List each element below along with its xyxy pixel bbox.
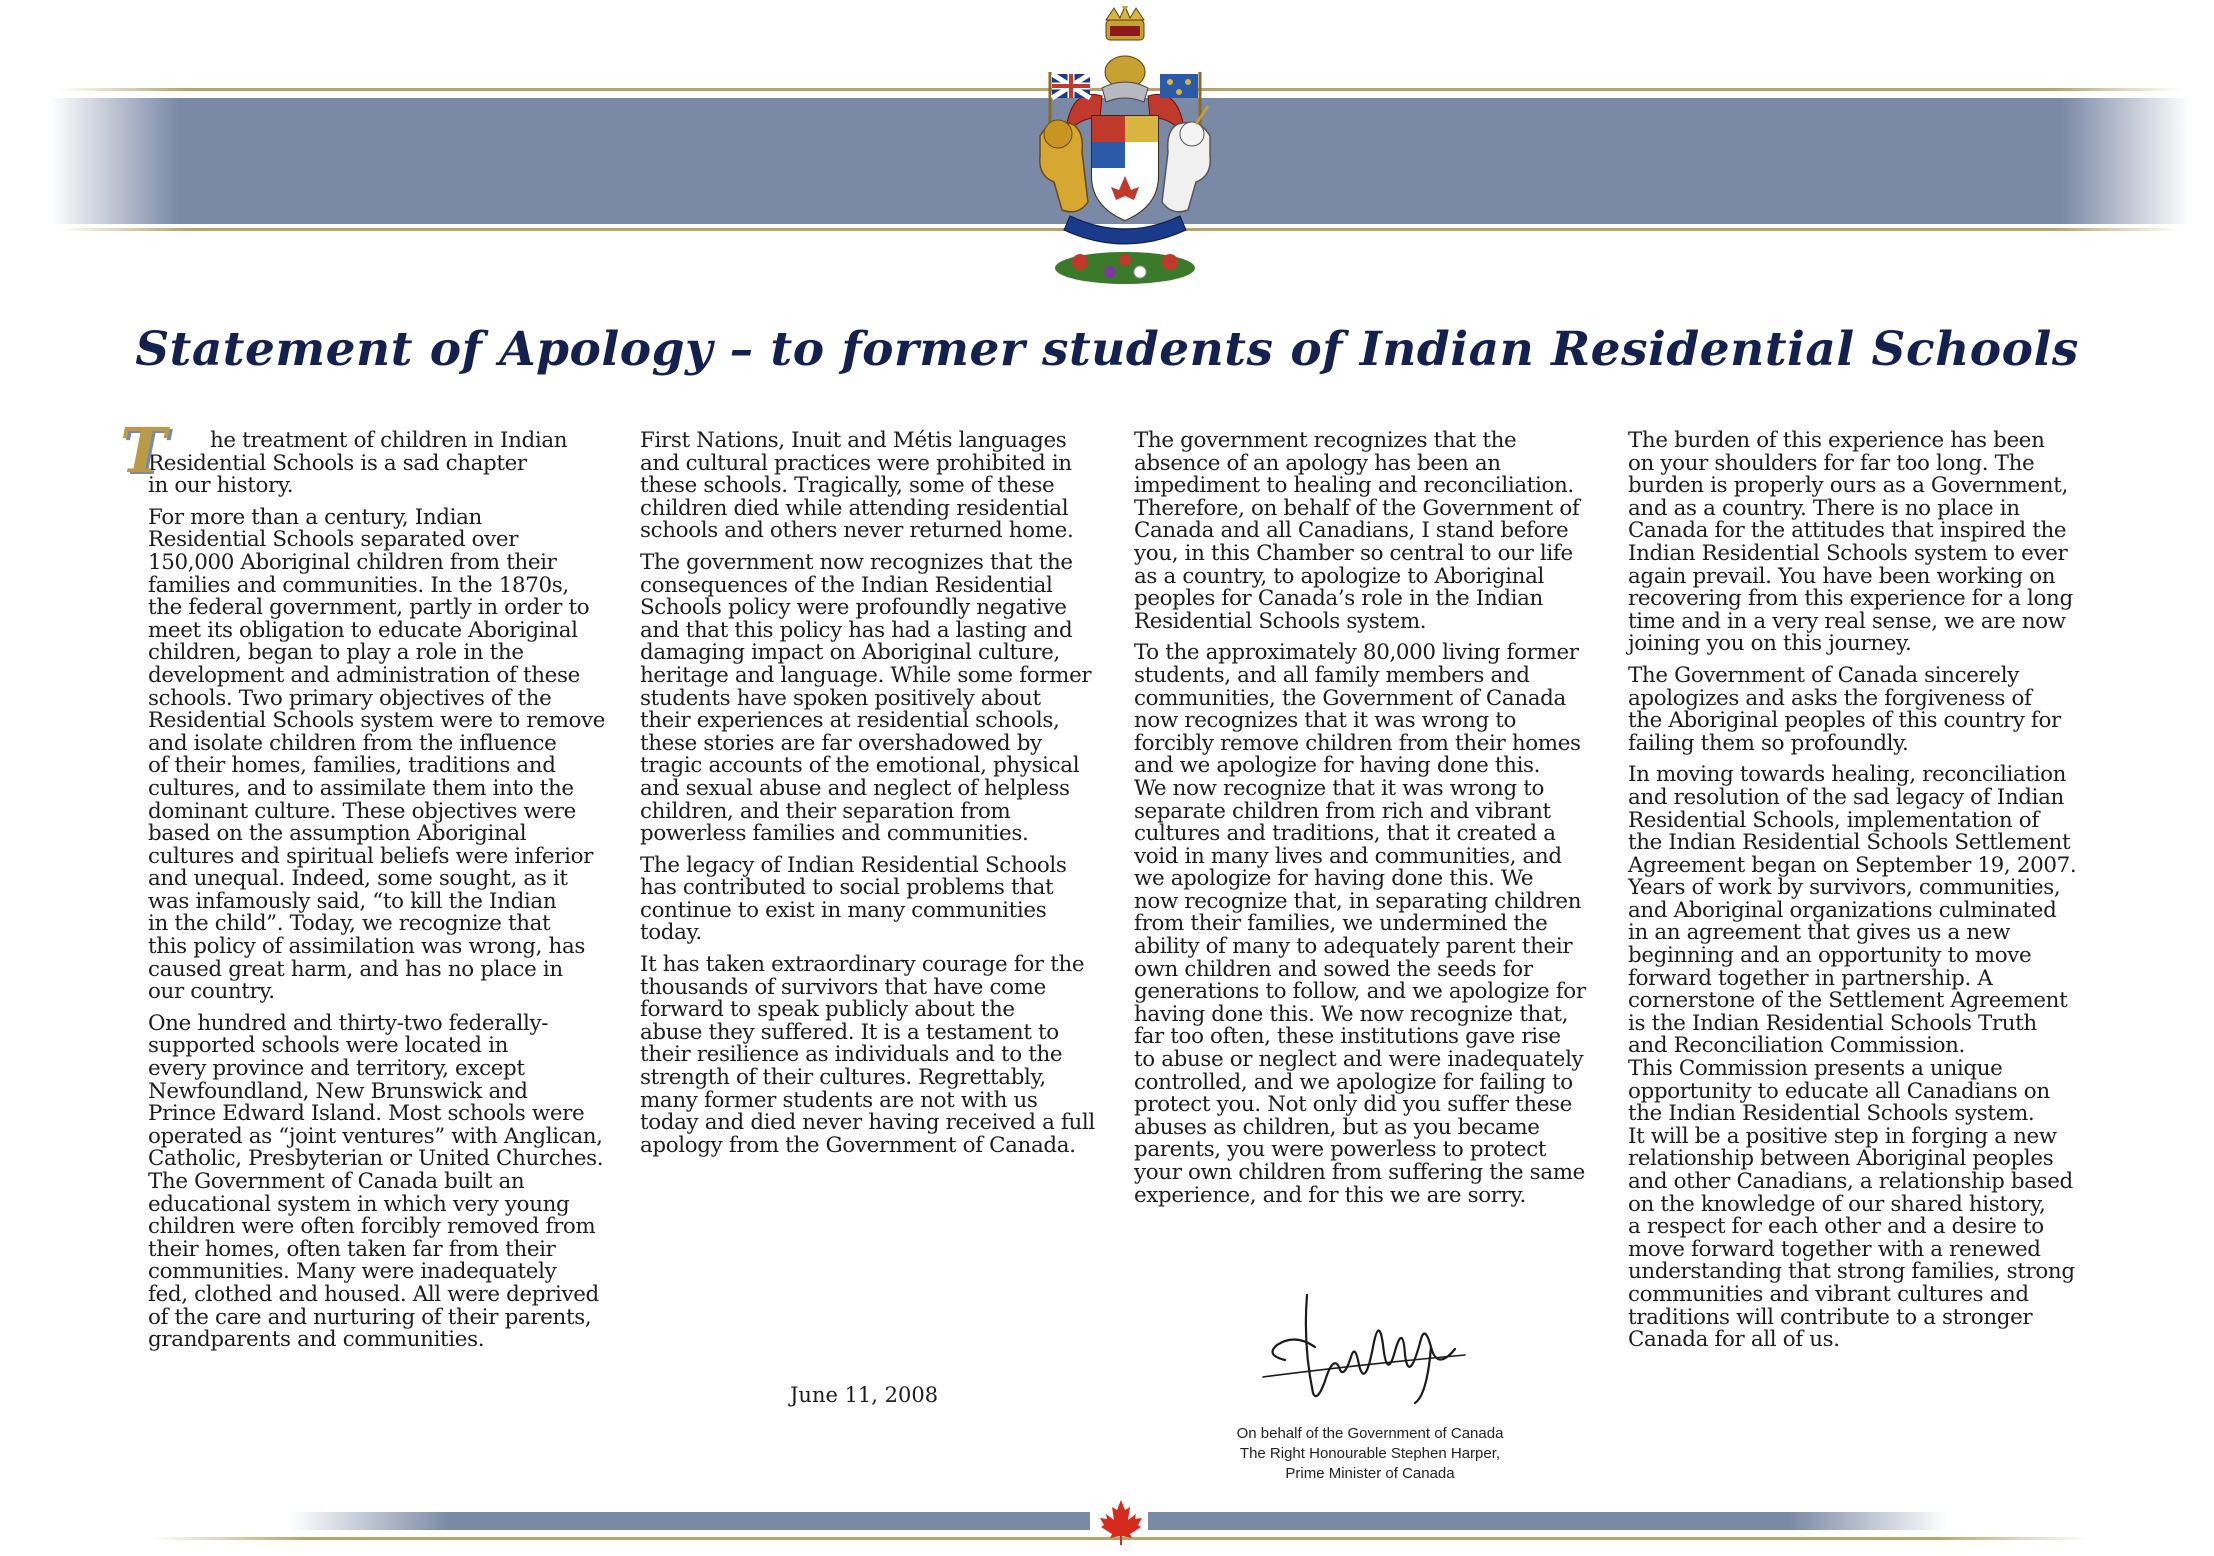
shield-icon <box>1092 116 1158 220</box>
paragraph: In moving towards healing, reconciliation and resolution of the sad legacy of Indian Residential Schools, implementation of the Indian Residential Schools Settlement Agreement began on September 19, 2007. Years of work by survivors, communities, and Aboriginal organizations culminated in an agreement that gives us a new beginning and an opportunity to move forward together in partnership. A cornerstone of the Settlement Agreement is the Indian Residential Schools Truth and Reconciliation Commission. This Commission presents a unique opportunity to educate all Canadians on the Indian Residential Schools system. It will be a positive step in forging a new relationship between Aboriginal peoples and other Canadians, a relationship based on the knowledge of our shared history, a respect for each other and a desire to move forward together with a renewed understanding that strong families, strong communities and vibrant cultures and traditions will contribute to a stronger Canada for all of us. <box>1628 762 2077 1353</box>
paragraph: The government recognizes that the absence of an apology has been an impediment to healing and reconciliation. Therefore, on behalf of the Government of Canada and all Canadians, I stand before you, in this Chamber so central to our life as a country, to apologize to Aboriginal peoples for Canada’s role in the Indian Residential Schools system. <box>1134 428 1580 634</box>
signatory-block <box>1180 1424 1560 1484</box>
text-column-4 <box>1628 430 2106 1361</box>
signatory-line-2: The Right Honourable Stephen Harper, <box>1239 1445 1501 1462</box>
signatory-line-3: Prime Minister of Canada <box>1285 1465 1455 1482</box>
paragraph: The legacy of Indian Residential Schools has contributed to social problems that continue to exist in many communities today. <box>640 852 1067 946</box>
drop-cap: T <box>120 414 166 487</box>
statement-date: June 11, 2008 <box>790 1383 939 1407</box>
paragraph: he treatment of children in Indian Residential Schools is a sad chapter in our history. <box>148 428 568 499</box>
paragraph: For more than a century, Indian Residential Schools separated over 150,000 Aboriginal children from their families and communities. In the 1870s, the federal government, partly in order to meet its obligation to educate Aboriginal children, began to play a role in the development and administration of these schools. Two primary objectives of the Residential Schools system were to remove and isolate children from the influence of their homes, families, traditions and cultures, and to assimilate them into the dominant culture. These objectives were based on the assumption Aboriginal cultures and spiritual beliefs were inferior and unequal. Indeed, some sought, as it was infamously said, “to kill the Indian in the child”. Today, we recognize that this policy of assimilation was wrong, has caused great harm, and has no place in our country. <box>148 504 606 1005</box>
paragraph: One hundred and thirty-two federally- supported schools were located in every province and territory, except Newfoundland, New Brunswick and Prince Edward Island. Most schools were operated as “joint ventures” with Anglican, Catholic, Presbyterian or United Churches. The Government of Canada built an educational system in which very young children were often forcibly removed from their homes, often taken far from their communities. Many were inadequately fed, clothed and housed. All were deprived of the care and nurturing of their parents, grandparents and communities. <box>148 1010 604 1353</box>
paragraph: It has taken extraordinary courage for the thousands of survivors that have come forward to speak publicly about the abuse they suffered. It is a testament to their resilience as individuals and to the strength of their cultures. Regrettably, many former students are not with us today and died never having received a full apology from the Government of Canada. <box>640 952 1095 1158</box>
paragraph: The burden of this experience has been on your shoulders for far too long. The burden is properly ours as a Government, and as a country. There is no place in Canada for the attitudes that inspired the Indian Residential Schools system to ever again prevail. You have been working on recovering from this experience for a long time and in a very real sense, we are now joining you on this journey. <box>1628 428 2073 657</box>
lion-supporter-icon <box>1040 120 1088 212</box>
text-column-2 <box>640 430 1118 1166</box>
signature-icon <box>1255 1285 1475 1415</box>
paragraph: The Government of Canada sincerely apologizes and asks the forgiveness of the Aboriginal peoples of this country for failing them so profoundly. <box>1628 662 2061 756</box>
paragraph: First Nations, Inuit and Métis languages and cultural practices were prohibited in these schools. Tragically, some of these children died while attending residential schools and others never returned home. <box>640 428 1074 544</box>
bottom-blue-band-left <box>290 1512 1090 1530</box>
floral-compartment-icon <box>1055 252 1195 284</box>
maple-leaf-icon <box>1098 1498 1144 1546</box>
paragraph: The government now recognizes that the consequences of the Indian Residential Schools policy were profoundly negative and that this policy has had a lasting and damaging impact on Aboriginal culture, heritage and language. While some former students have spoken positively about their experiences at residential schools, these stories are far overshadowed by tragic accounts of the emotional, physical and sexual abuse and neglect of helpless children, and their separation from powerless families and communities. <box>640 549 1092 847</box>
text-column-1 <box>120 414 626 1361</box>
bottom-blue-band-right <box>1148 1512 1948 1530</box>
text-column-3 <box>1134 430 1612 1216</box>
signatory-line-1: On behalf of the Government of Canada <box>1236 1425 1504 1442</box>
document-title: Statement of Apology – to former students of Indian Residential Schools <box>135 322 2079 377</box>
coat-of-arms-icon <box>1010 6 1240 296</box>
crown-icon <box>1106 6 1144 40</box>
paragraph: To the approximately 80,000 living former students, and all family members and communities, the Government of Canada now recognizes that it was wrong to forcibly remove children from their homes and we apologize for having done this. We now recognize that it was wrong to separate children from rich and vibrant cultures and traditions, that it created a void in many lives and communities, and we apologize for having done this. We now recognize that, in separating children from their families, we undermined the ability of many to adequately parent their own children and sowed the seeds for generations to follow, and we apologize for having done this. We now recognize that, far too often, these institutions gave rise to abuse or neglect and were inadequately controlled, and we apologize for failing to protect you. Not only did you suffer these abuses as children, but as you became parents, you were powerless to protect your own children from suffering the same experience, and for this we are sorry. <box>1134 640 1586 1208</box>
